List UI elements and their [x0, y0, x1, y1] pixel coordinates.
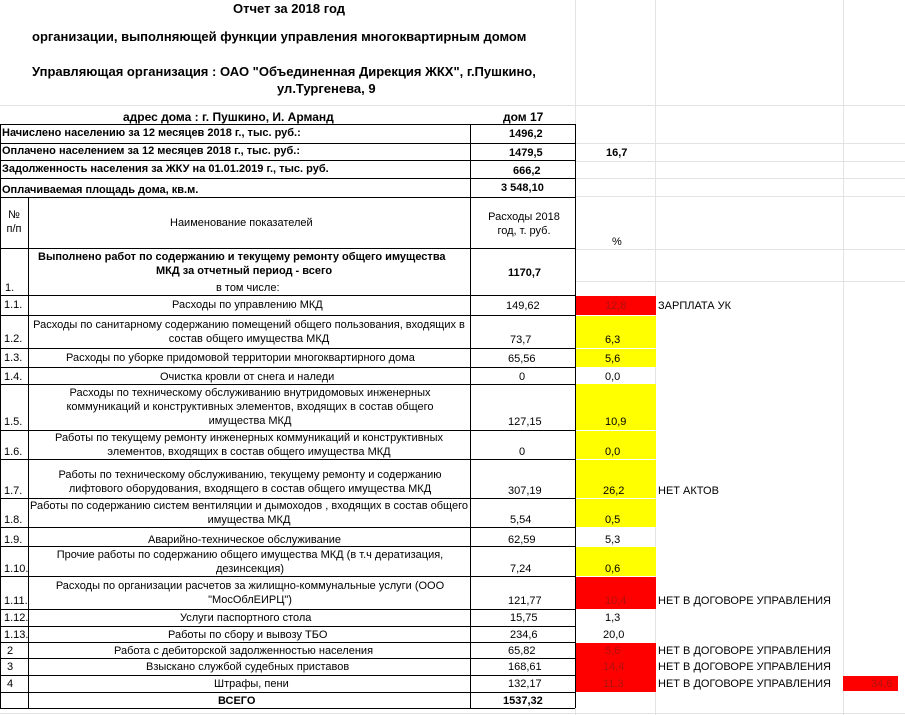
- row-note: НЕТ В ДОГОВОРЕ УПРАВЛЕНИЯ: [658, 595, 832, 607]
- row-name: Работы по техническому обслуживанию, текущему ремонту и содержанию лифтового оборудования, входящего в состав общего имущества МКД: [58, 469, 442, 495]
- row-value: 15,75: [510, 612, 538, 624]
- row-name: Взыскано службой судебных приставов: [146, 661, 350, 673]
- header-percent: %: [612, 236, 622, 248]
- summary-value: 3 548,10: [501, 182, 544, 194]
- far-right-value: 34,6: [871, 678, 893, 690]
- summary-value: 1496,2: [509, 128, 543, 140]
- section-including: в том числе:: [216, 282, 280, 294]
- row-note: ЗАРПЛАТА УК: [658, 300, 732, 312]
- row-number: 1.11.: [4, 595, 28, 607]
- row-name: Услуги паспортного стола: [180, 612, 312, 624]
- row-number: 3: [7, 661, 14, 673]
- summary-label: Оплачено населением за 12 месяцев 2018 г., тыс. руб.:: [2, 145, 301, 157]
- row-value: 168,61: [508, 661, 542, 673]
- row-number: 1.6.: [4, 446, 23, 458]
- row-value: 132,17: [508, 678, 542, 690]
- row-value: 65,56: [508, 353, 536, 365]
- row-value: 0: [519, 446, 526, 458]
- row-percent: 0,6: [605, 563, 621, 575]
- org-line-1: Управляющая организация : ОАО "Объединенная Дирекция ЖКХ", г.Пушкино,: [32, 64, 536, 79]
- row-number: 1.4.: [4, 371, 23, 383]
- row-value: 5,54: [510, 514, 532, 526]
- row-name: Расходы по уборке придомовой территории многоквартирного дома: [66, 352, 415, 364]
- row-note: НЕТ В ДОГОВОРЕ УПРАВЛЕНИЯ: [658, 678, 832, 690]
- summary-value: 666,2: [513, 165, 541, 177]
- header-number: № п/п: [6, 209, 22, 235]
- row-number: 1.7.: [4, 485, 23, 497]
- total-value: 1537,32: [503, 695, 543, 707]
- row-name: Расходы по техническому обслуживанию внутридомовых инженерных коммуникаций и конструктивных элементов, входящих в состав общего имущества МКД: [66, 387, 434, 427]
- row-value: 234,6: [510, 629, 538, 641]
- summary-value: 1479,5: [509, 147, 543, 159]
- header-name: Наименование показателей: [170, 217, 313, 229]
- row-number: 1.10.: [4, 563, 29, 575]
- row-number: 4: [7, 678, 14, 690]
- row-percent: 14,4: [603, 661, 625, 673]
- row-value: 0: [519, 371, 526, 383]
- row-number: 1.13.: [4, 629, 29, 641]
- row-percent: 26,2: [603, 485, 625, 497]
- row-percent: 5,6: [605, 645, 621, 657]
- section-number: 1.: [5, 282, 15, 294]
- row-name: Аварийно-техническое обслуживание: [148, 534, 342, 546]
- row-name: Очистка кровли от снега и наледи: [160, 371, 335, 383]
- row-note: НЕТ В ДОГОВОРЕ УПРАВЛЕНИЯ: [658, 661, 832, 673]
- row-name: Расходы по санитарному содержанию помещений общего пользования, входящих в состав общего имущества МКД: [33, 319, 465, 345]
- section-title: МКД за отчетный период - всего: [156, 265, 333, 277]
- row-number: 1.5.: [4, 416, 23, 428]
- row-name: Работы по текущему ремонту инженерных коммуникаций и конструктивных элементов, входящих в состав общего имущества МКД: [54, 432, 444, 458]
- row-value: 127,15: [508, 416, 542, 428]
- row-value: 7,24: [510, 563, 532, 575]
- row-note: НЕТ В ДОГОВОРЕ УПРАВЛЕНИЯ: [658, 645, 832, 657]
- row-percent: 6,3: [605, 334, 621, 346]
- row-number: 1.9.: [4, 534, 23, 546]
- row-name: Расходы по организации расчетов за жилищно-коммунальные услуги (ООО "МосОблЕИРЦ"): [55, 580, 445, 606]
- row-number: 1.12.: [4, 612, 29, 624]
- summary-extra: 16,7: [606, 147, 628, 159]
- row-number: 2: [7, 645, 14, 657]
- summary-label: Оплачиваемая площадь дома, кв.м.: [2, 184, 199, 196]
- section-title: Выполнено работ по содержанию и текущему ремонту общего имущества: [38, 251, 446, 263]
- row-value: 65,82: [508, 645, 536, 657]
- row-number: 1.8.: [4, 514, 23, 526]
- row-name: Работы по сбору и вывозу ТБО: [168, 629, 328, 641]
- house-address: адрес дома : г. Пушкино, И. Арманд: [123, 110, 334, 124]
- row-number: 1.1.: [4, 299, 23, 311]
- summary-label: Начислено населению за 12 месяцев 2018 г., тыс. руб.:: [2, 127, 301, 139]
- row-name: Работы по содержанию систем вентиляции и дымоходов , входящих в состав общего имущества МКД: [30, 500, 468, 526]
- row-value: 62,59: [508, 534, 536, 546]
- header-cost: Расходы 2018 год, т. руб.: [488, 211, 560, 237]
- row-percent: 11,3: [603, 678, 624, 690]
- row-name: Прочие работы по содержанию общего имущества МКД (в т.ч дератизация, дезинсекция): [56, 549, 444, 575]
- row-percent: 12,8: [605, 300, 627, 312]
- row-percent: 1,3: [605, 612, 621, 624]
- row-number: 1.3.: [4, 352, 23, 364]
- row-percent: 20,0: [603, 629, 625, 641]
- row-percent: 10,9: [605, 416, 627, 428]
- row-percent: 0,0: [605, 446, 621, 458]
- org-line-2: ул.Тургенева, 9: [277, 81, 376, 96]
- row-name: Работа с дебиторской задолженностью населения: [114, 645, 374, 657]
- row-number: 1.2.: [4, 333, 23, 345]
- row-percent: 0,0: [605, 371, 621, 383]
- row-percent: 5,3: [605, 534, 621, 546]
- row-name: Штрафы, пени: [214, 678, 289, 690]
- row-name: Расходы по управлению МКД: [172, 299, 323, 311]
- section-value: 1170,7: [508, 267, 542, 279]
- row-note: НЕТ АКТОВ: [658, 485, 719, 497]
- row-value: 121,77: [508, 595, 542, 607]
- row-percent: 0,5: [605, 514, 621, 526]
- row-value: 73,7: [510, 334, 532, 346]
- house-number: дом 17: [503, 110, 544, 124]
- report-title: Отчет за 2018 год: [233, 1, 345, 16]
- row-value: 149,62: [506, 300, 540, 312]
- report-subtitle: организации, выполняющей функции управления многоквартирным домом: [32, 29, 527, 44]
- total-label: ВСЕГО: [218, 695, 256, 707]
- row-value: 307,19: [508, 485, 542, 497]
- row-percent: 5,6: [605, 353, 621, 365]
- row-percent: 10,4: [605, 595, 627, 607]
- summary-label: Задолженность населения за ЖКУ на 01.01.2019 г., тыс. руб.: [2, 163, 329, 175]
